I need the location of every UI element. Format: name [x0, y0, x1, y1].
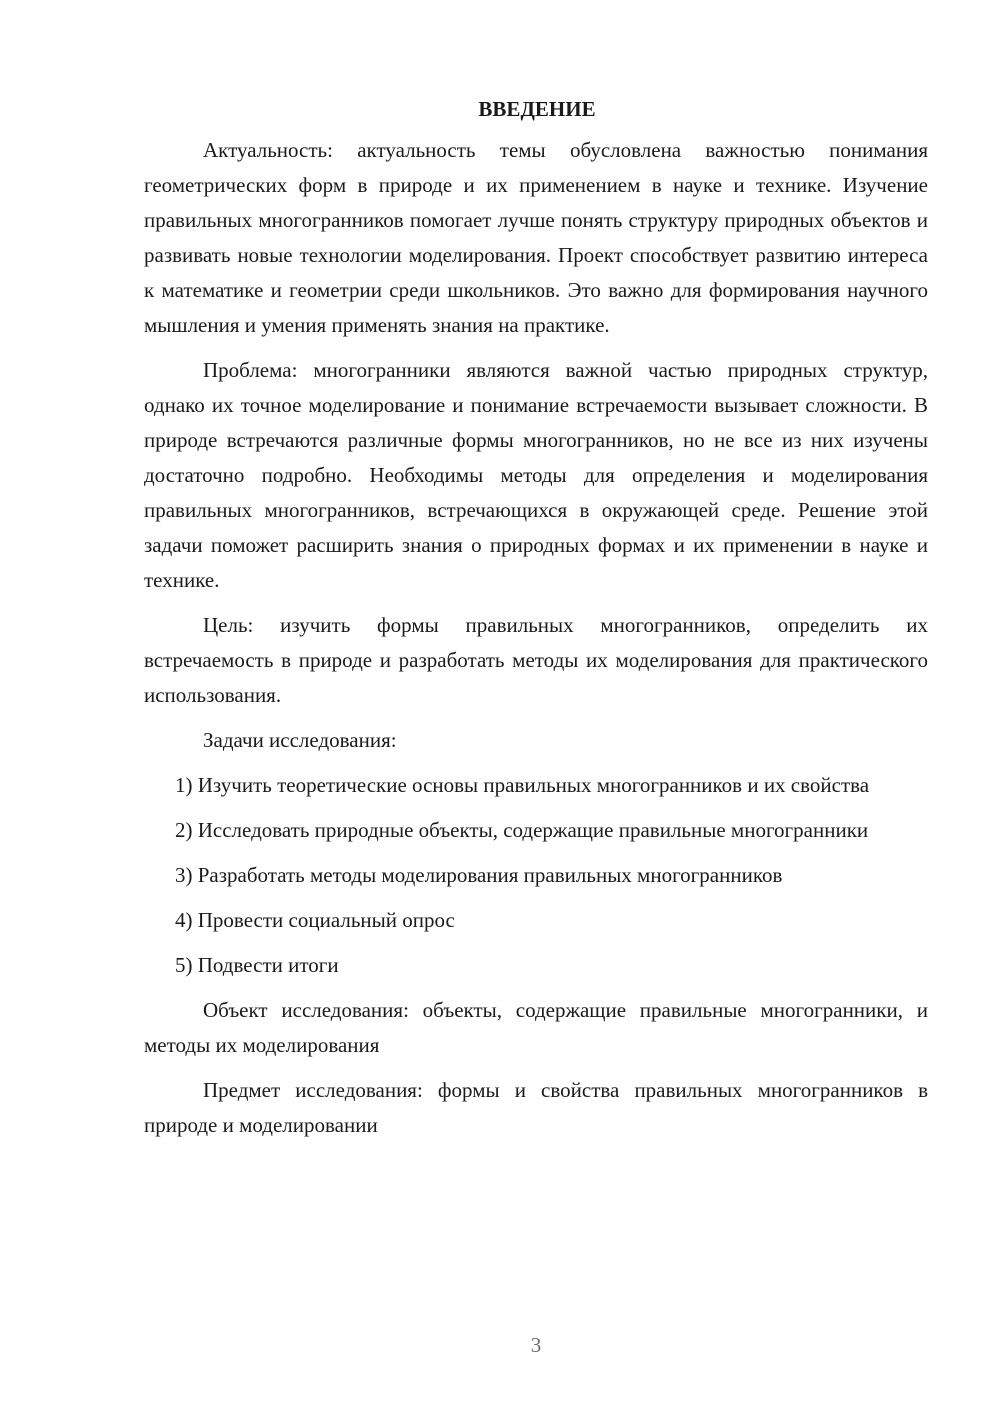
problem-paragraph: Проблема: многогранники являются важной частью природных структур, однако их точное моделирование и понимание встречаемости вызывает сложности. В природе встречаются различные формы многогранников, но не все из них изучены достаточно подробно. Необходимы методы для определения и моделирования правильных многогранников, встречающихся в окружающей среде. Решение этой задачи поможет расширить знания о природных формах и их применении в науке и технике. — [144, 358, 928, 592]
goal-paragraph: Цель: изучить формы правильных многогранников, определить их встречаемость в природе и разработать методы их моделирования для практического использования. — [144, 613, 928, 707]
task-item: 3) Разработать методы моделирования правильных многогранников — [175, 863, 783, 887]
section-title: ВВЕДЕНИЕ — [478, 97, 596, 121]
task-item: 1) Изучить теоретические основы правильных многогранников и их свойства — [175, 773, 870, 797]
task-item: 5) Подвести итоги — [175, 953, 339, 977]
subject-paragraph: Предмет исследования: формы и свойства правильных многогранников в природе и моделировании — [144, 1078, 928, 1137]
document-page — [144, 92, 928, 1143]
relevance-paragraph: Актуальность: актуальность темы обусловлена важностью понимания геометрических форм в природе и их применением в науке и технике. Изучение правильных многогранников помогает лучше понять структуру природных объектов и развивать новые технологии моделирования. Проект способствует развитию интереса к математике и геометрии среди школьников. Это важно для формирования научного мышления и умения применять знания на практике. — [144, 138, 928, 337]
object-paragraph: Объект исследования: объекты, содержащие правильные многогранники, и методы их моделирования — [144, 998, 928, 1057]
task-item: 2) Исследовать природные объекты, содержащие правильные многогранники — [175, 818, 869, 842]
task-item: 4) Провести социальный опрос — [175, 908, 455, 932]
tasks-heading: Задачи исследования: — [203, 728, 397, 752]
page-number: 3 — [530, 1333, 542, 1357]
